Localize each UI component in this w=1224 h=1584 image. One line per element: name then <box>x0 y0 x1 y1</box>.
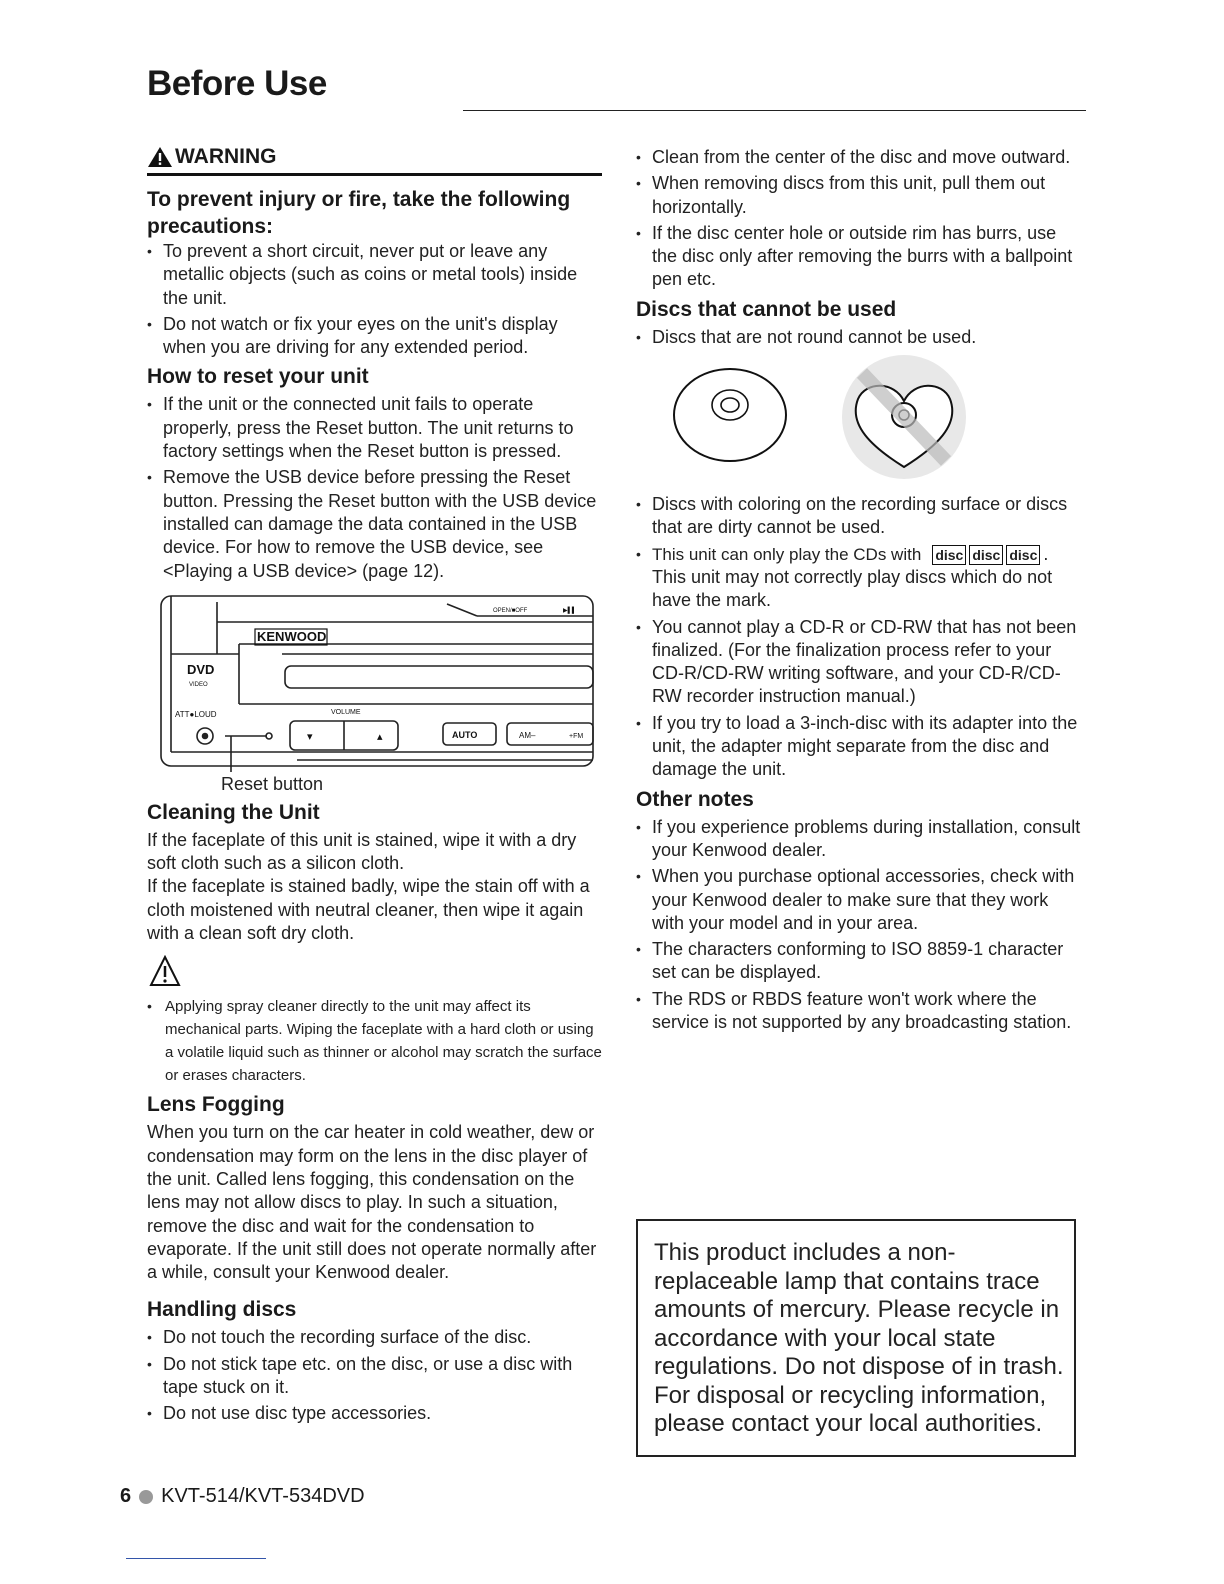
auto-label: AUTO <box>452 729 478 740</box>
handling-list-continued <box>636 146 1082 292</box>
reset-list <box>147 393 602 582</box>
warning-heading <box>147 145 602 176</box>
unit-faceplate-diagram <box>147 592 594 772</box>
volume-up-icon: ▴ <box>377 730 383 743</box>
heart-disc-icon <box>842 355 966 479</box>
list-item: • If you try to load a 3-inch-disc with its adapter into the unit, the adapter might separate from the disc and damage the unit. <box>636 712 1082 782</box>
warning-list <box>147 240 602 359</box>
cd-line-suffix: . <box>1043 543 1049 564</box>
other-notes-list <box>636 816 1082 1035</box>
disc-shape-illustration <box>672 355 1082 483</box>
list-item: • Discs with coloring on the recording surface or discs that are dirty cannot be used. <box>636 493 1082 540</box>
notice-text: For disposal or recycling information, please contact your local authorities. <box>654 1381 1047 1437</box>
discs-cannot-list <box>636 326 1082 349</box>
list-item: • To prevent a short circuit, never put or leave any metallic objects (such as coins or metal tools) inside the unit. <box>147 240 602 310</box>
warning-triangle-icon <box>147 146 173 168</box>
compact-disc-logo-icon: disc <box>969 545 1003 565</box>
volume-down-icon: ▾ <box>307 730 313 743</box>
discs-cannot-list-2 <box>636 493 1082 782</box>
warning-subheading: To prevent injury or fire, take the following precautions: <box>147 188 571 238</box>
cleaning-heading: Cleaning the Unit <box>147 800 320 824</box>
list-item: • Do not touch the recording surface of the disc. <box>147 1326 602 1349</box>
cd-line-prefix: This unit can only play the CDs with <box>652 544 922 564</box>
cd-logo-item <box>636 543 1082 613</box>
fm-label: +FM <box>569 732 584 740</box>
page-title: Before Use <box>147 64 327 103</box>
left-column <box>147 140 602 1429</box>
compact-disc-logos <box>932 545 1043 565</box>
list-item: • Applying spray cleaner directly to the unit may affect its mechanical parts. Wiping the faceplate with a hard cloth or using a volatile liquid such as thinner or alcohol may scratch the surface or erases characters. <box>147 995 602 1087</box>
list-item: • Remove the USB device before pressing the Reset button. Pressing the Reset button with the USB device installed can damage the data contained in the USB device. For how to remove the USB device, see <Playing a USB device> (page 12). <box>147 466 602 582</box>
compact-disc-logo-icon: disc <box>1006 545 1040 565</box>
list-item: • When removing discs from this unit, pull them out horizontally. <box>636 172 1082 219</box>
list-item: • If the disc center hole or outside rim has burrs, use the disc only after removing the burrs with a ballpoint pen etc. <box>636 222 1082 292</box>
compact-disc-logo-icon: disc <box>932 545 966 565</box>
footer-rule <box>126 1558 266 1559</box>
discs-cannot-heading: Discs that cannot be used <box>636 297 897 321</box>
warning-label: WARNING <box>175 145 277 168</box>
mercury-notice-box <box>636 1219 1076 1457</box>
list-item: • If you experience problems during installation, consult your Kenwood dealer. <box>636 816 1082 863</box>
dvd-sub-label: VIDEO <box>189 681 208 688</box>
handling-heading: Handling discs <box>147 1298 297 1322</box>
list-item: • Clean from the center of the disc and move outward. <box>636 146 1082 169</box>
list-item: • Do not stick tape etc. on the disc, or use a disc with tape stuck on it. <box>147 1353 602 1400</box>
caution-icon <box>149 955 189 991</box>
open-label: OPEN/■OFF <box>493 607 528 614</box>
list-item: • The characters conforming to ISO 8859-1 character set can be displayed. <box>636 938 1082 985</box>
att-label: ATT●LOUD <box>175 709 217 719</box>
other-notes-heading: Other notes <box>636 787 754 811</box>
reset-button-caption: Reset button <box>221 773 324 794</box>
faceplate-illustration <box>147 592 594 772</box>
reset-heading: How to reset your unit <box>147 365 369 389</box>
bullet-dot-icon <box>139 1490 153 1504</box>
cd-note: This unit may not correctly play discs which do not have the mark. <box>652 566 1053 611</box>
play-label: ▶▌▌ <box>563 607 577 614</box>
caution-list <box>147 995 602 1087</box>
notice-text: This product includes a non-replaceable lamp that contains trace amounts of mercury. Please recycle in accordance with your local state regulations. Do not dispose of in trash. <box>654 1239 1064 1380</box>
list-item: • Do not watch or fix your eyes on the unit's display when you are driving for any extended period. <box>147 313 602 360</box>
cleaning-paragraph: If the faceplate is stained badly, wipe the stain off with a cloth moistened with neutral cleaner, then wipe it again with a clean soft dry cloth. <box>147 876 590 944</box>
volume-label: VOLUME <box>331 708 361 716</box>
page-number: 6 <box>120 1485 132 1507</box>
dvd-logo: DVD <box>187 661 215 677</box>
list-item: • You cannot play a CD-R or CD-RW that has not been finalized. (For the finalization process refer to your CD-R/CD-RW writing software, and your CD-R/CD-RW recorder instruction manual.) <box>636 616 1082 709</box>
cleaning-paragraph: If the faceplate of this unit is stained, wipe it with a dry soft cloth such as a silicon cloth. <box>147 829 577 874</box>
right-column <box>636 140 1082 1037</box>
am-label: AM– <box>519 730 536 740</box>
list-item: • The RDS or RBDS feature won't work where the service is not supported by any broadcasting station. <box>636 988 1082 1035</box>
title-rule <box>463 110 1086 111</box>
lens-fogging-text: When you turn on the car heater in cold weather, dew or condensation may form on the lens in the disc player of the unit. Called lens fogging, this condensation on the lens may not allow discs to play. In such a situation, remove the disc and wait for the condensation to evaporate. If the unit still does not operate normally after a while, consult your Kenwood dealer. <box>147 1122 597 1283</box>
handling-list <box>147 1326 602 1425</box>
list-item: • When you purchase optional accessories, check with your Kenwood dealer to make sure that they work with your model and in your area. <box>636 865 1082 935</box>
lens-fogging-heading: Lens Fogging <box>147 1093 285 1117</box>
list-item: • Do not use disc type accessories. <box>147 1402 602 1425</box>
page-footer <box>120 1485 365 1508</box>
list-item: • If the unit or the connected unit fails to operate properly, press the Reset button. The unit returns to factory settings when the Reset button is pressed. <box>147 393 602 463</box>
brand-label: KENWOOD <box>257 628 327 644</box>
list-item: • Discs that are not round cannot be used. <box>636 326 1082 349</box>
model-name: KVT-514/KVT-534DVD <box>161 1485 365 1507</box>
disc-shapes <box>672 355 972 483</box>
